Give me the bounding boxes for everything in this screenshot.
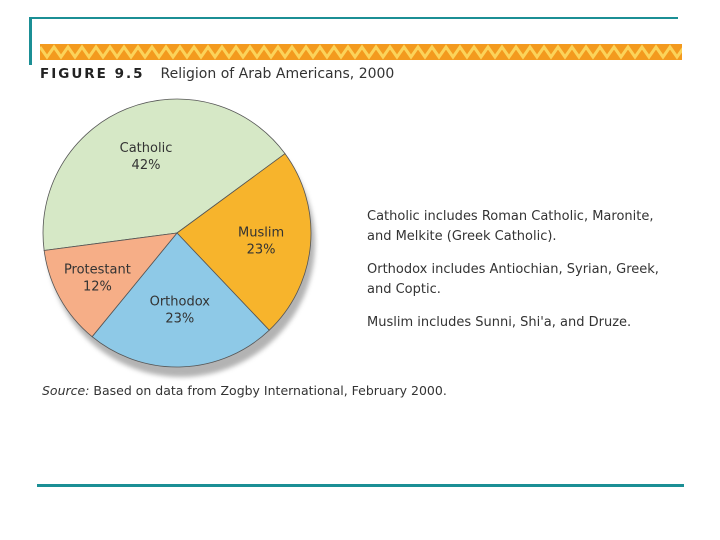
- slice-label-muslim: Muslim: [238, 225, 285, 241]
- source-text: Based on data from Zogby International, February 2000.: [89, 383, 447, 398]
- slice-value-orthodox: 23%: [165, 311, 195, 327]
- notes-panel: [367, 207, 677, 346]
- slice-label-catholic: Catholic: [119, 140, 173, 156]
- source-line: [42, 383, 447, 398]
- note-catholic: Catholic includes Roman Catholic, Maronite, and Melkite (Greek Catholic).: [367, 209, 654, 244]
- slice-value-catholic: 42%: [131, 157, 161, 173]
- note-muslim: Muslim includes Sunni, Shi'a, and Druze.: [367, 315, 632, 330]
- figure-title: Religion of Arab Americans, 2000: [160, 66, 395, 82]
- note-orthodox: Orthodox includes Antiochian, Syrian, Greek, and Coptic.: [367, 262, 659, 297]
- figure-label: FIGURE 9.5: [40, 66, 145, 82]
- slice-value-muslim: 23%: [246, 242, 276, 258]
- source-prefix: Source:: [42, 383, 90, 398]
- bottom-rule: [37, 484, 684, 487]
- slice-label-protestant: Protestant: [63, 262, 131, 278]
- slice-value-protestant: 12%: [82, 279, 112, 295]
- slice-label-orthodox: Orthodox: [149, 294, 210, 310]
